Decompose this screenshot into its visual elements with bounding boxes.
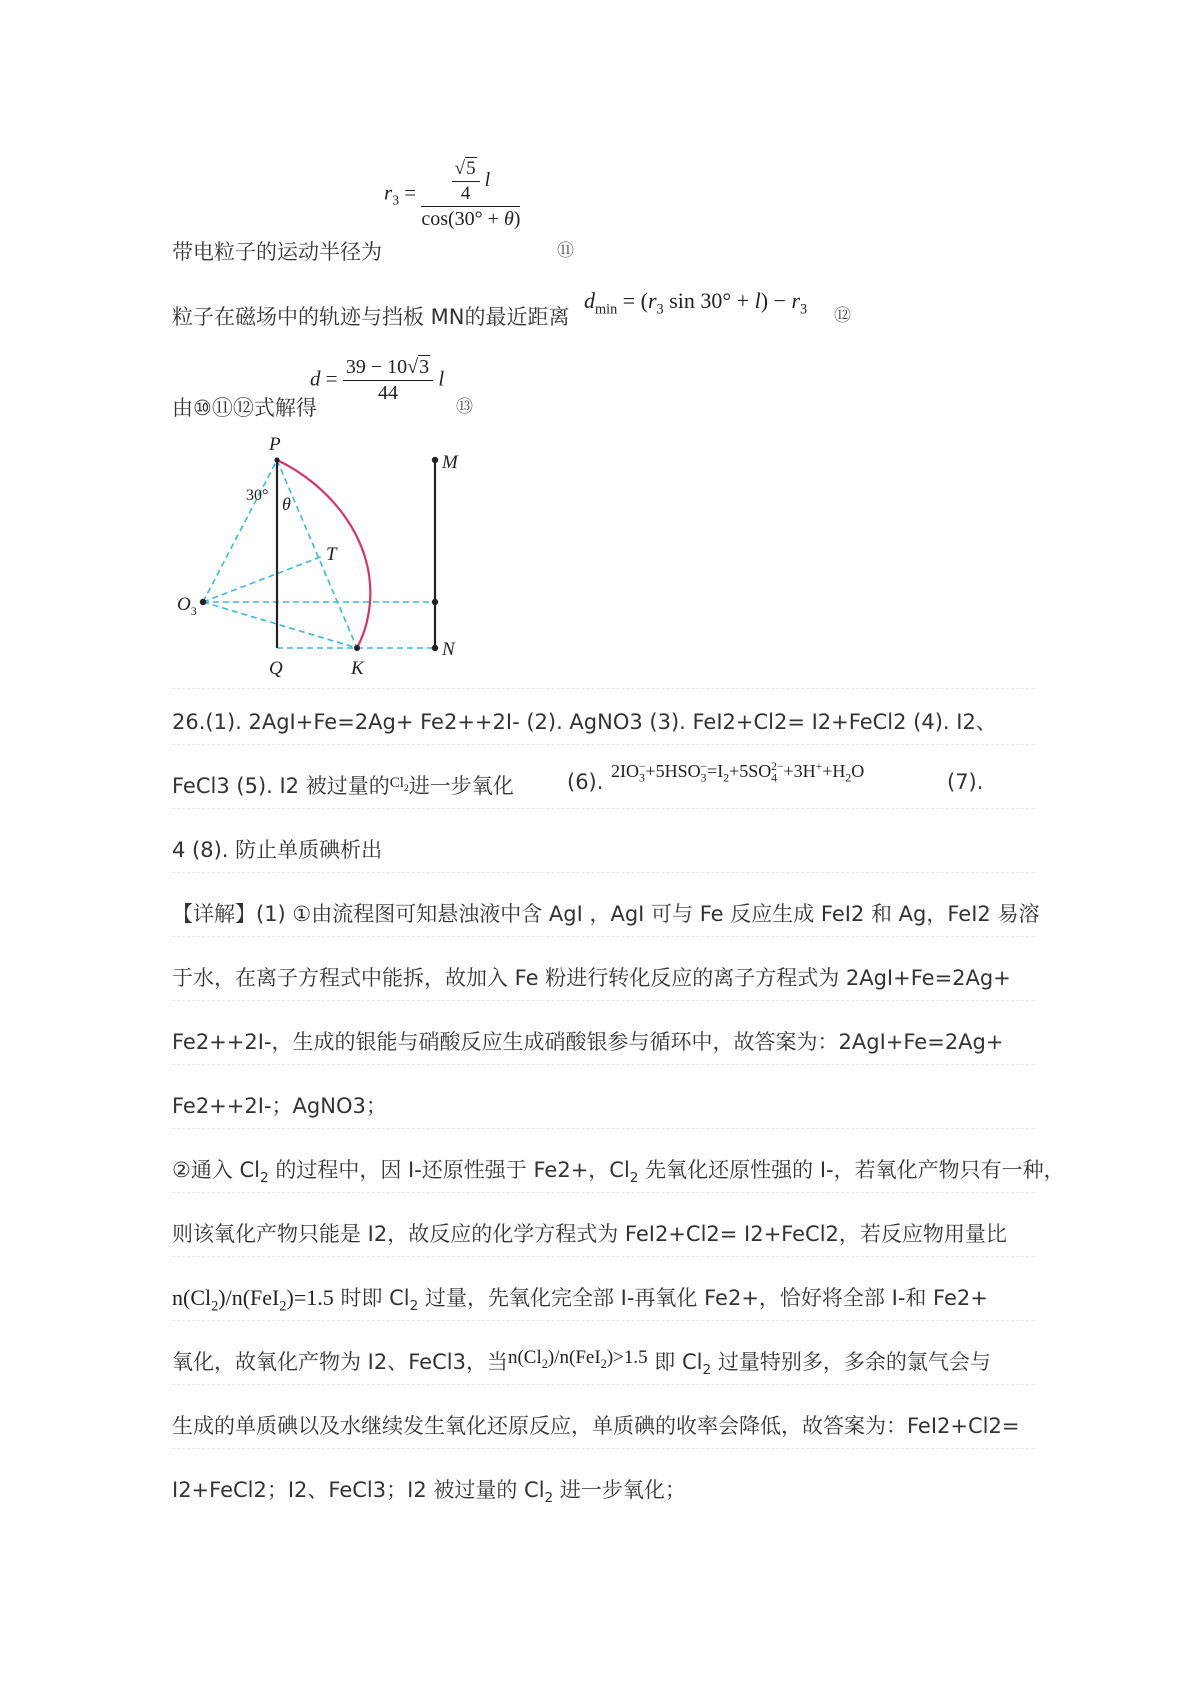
detail-line-8: 氧化，故氧化产物为 I2、FeCl3，当$n(Cl_2)/n(FeI_2)>1.5$ 即 $Cl_2$ 过量特别多，多余的氯气会与: [172, 1347, 991, 1379]
radius-text: 带电粒子的运动半径为: [172, 240, 382, 264]
answer-q7-label: (7).: [947, 770, 984, 794]
nearest-distance-formula: $d_{min} = (r_3$ $\sin 30^\circ + l) - r_3$: [584, 288, 808, 318]
separator: [172, 1064, 1034, 1065]
answer-line-1: 26.(1). 2AgI+Fe=2Ag+ Fe2++2I- (2). AgNO3 (3). FeI2+Cl2= I2+FeCl2 (4). I2、: [172, 710, 997, 734]
point-mid: [432, 599, 438, 605]
detail-line-1: 【详解】(1) ①由流程图可知悬浊液中含 AgI ，AgI 可与 Fe 反应生成 FeI2 和 Ag，FeI2 易溶: [172, 902, 1040, 926]
detail-line-10: I2+FeCl2；I2、FeCl3；I2 被过量的 $Cl_2$ 进一步氧化；: [172, 1478, 686, 1507]
detail-line-6: 则该氧化产物只能是 I2，故反应的化学方程式为 FeI2+Cl2= I2+FeCl2，若反应物用量比: [172, 1222, 1007, 1246]
answer-q6-label: (6).: [567, 770, 604, 794]
answer-line-3: 4 (8). 防止单质碘析出: [172, 838, 383, 862]
detail-line-4: Fe2++2I-；AgNO3；: [172, 1094, 387, 1118]
separator: [172, 1000, 1034, 1001]
separator: [172, 744, 1034, 745]
label-P: P: [269, 434, 281, 455]
nearest-distance-text: 粒子在磁场中的轨迹与挡板 MN的最近距离: [172, 305, 570, 329]
separator: [172, 872, 1034, 873]
detail-line-9: 生成的单质碘以及水继续发生氧化还原反应，单质碘的收率会降低，故答案为：FeI2+Cl2=: [172, 1414, 1020, 1438]
detail-line-3: Fe2++2I-，生成的银能与硝酸反应生成硝酸银参与循环中，故答案为：2AgI+Fe=2Ag+: [172, 1030, 1004, 1054]
separator: [172, 1320, 1034, 1321]
label-theta: θ: [282, 494, 291, 514]
separator: [172, 1448, 1034, 1449]
separator: [172, 808, 1034, 809]
label-N: N: [442, 639, 455, 660]
answer-q6-equation: $2IO_3^-+5HSO_3^-=I_2+5SO_4^{2-}+3H^++H_2O$: [611, 760, 865, 785]
point-K: [354, 645, 360, 651]
equation-number-13: ⑬: [456, 397, 473, 417]
label-M: M: [442, 452, 458, 473]
separator: [172, 1384, 1034, 1385]
separator: [172, 1192, 1034, 1193]
geometry-diagram: [170, 430, 490, 680]
separator: [172, 1256, 1034, 1257]
label-Q: Q: [269, 658, 283, 679]
separator: [172, 688, 1034, 689]
detail-line-5: ②通入 $Cl_2$ 的过程中，因 I-还原性强于 Fe2+，$Cl_2$ 先氧化还原性强的 I-，若氧化产物只有一种，: [172, 1158, 1065, 1187]
answer-line-2: FeCl3 (5). I2 被过量的$^{Cl_2}$进一步氧化: [172, 774, 514, 798]
point-N: [432, 645, 438, 651]
detail-line-2: 于水，在离子方程式中能拆，故加入 Fe 粉进行转化反应的离子方程式为 2AgI+Fe=2Ag+: [172, 966, 1011, 990]
label-K: K: [351, 658, 364, 679]
point-O3: [200, 599, 206, 605]
separator: [172, 1128, 1034, 1129]
point-P: [274, 457, 279, 462]
label-angle-30: 30°: [246, 487, 269, 504]
solve-formula: d = $\frac{39 - 10√3}{44}$ l: [310, 356, 445, 404]
detail-line-7: $n(Cl_2)/n(FeI_2)=1.5$ 时即 $Cl_2$ 过量，先氧化完全部 I-再氧化 Fe2+，恰好将全部 I-和 Fe2+: [172, 1285, 988, 1315]
separator: [172, 936, 1034, 937]
label-O3: $O_3$: [177, 594, 197, 618]
point-M: [432, 457, 438, 463]
solve-text: 由⑩⑪⑫式解得: [172, 396, 317, 420]
trajectory-arc: [277, 460, 370, 648]
label-T: T: [326, 544, 337, 565]
equation-number-12: ⑫: [834, 306, 851, 326]
radius-formula: $r_3$ = $\frac{√5}{4}$ l cos(30° + θ): [384, 158, 521, 230]
equation-number-11: ⑪: [557, 241, 574, 261]
